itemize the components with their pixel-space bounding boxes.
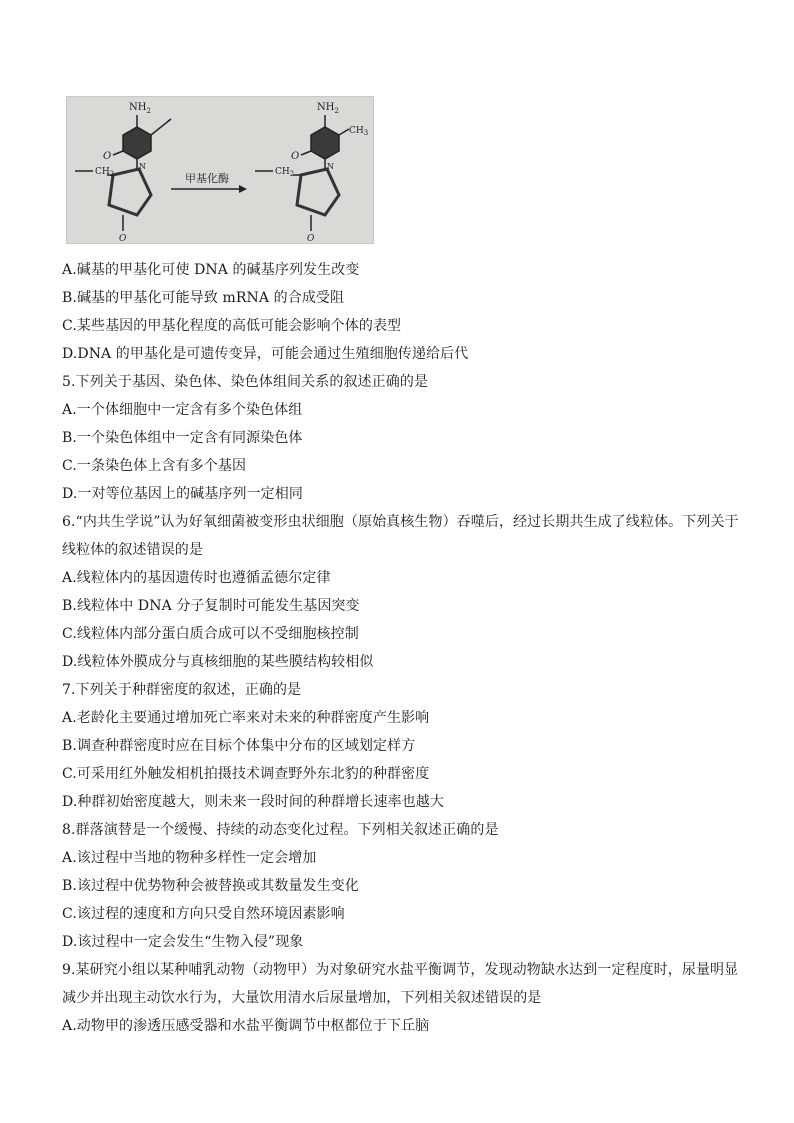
right-base-ring: [311, 127, 339, 159]
option-8a: A.该过程中当地的物种多样性一定会增加: [62, 850, 317, 866]
reaction-arrow: [171, 185, 247, 193]
option-8b: B.该过程中优势物种会被替换或其数量发生变化: [62, 878, 359, 894]
right-5-methylcytosine: [301, 115, 349, 171]
option-6b: B.线粒体中 DNA 分子复制时可能发生基因突变: [62, 598, 360, 614]
question-5-stem: 5.下列关于基因、染色体、染色体组间关系的叙述正确的是: [62, 374, 429, 390]
option-7b: B.调查种群密度时应在目标个体集中分布的区域划定样方: [62, 738, 416, 754]
option-6d: D.线粒体外膜成分与真核细胞的某些膜结构较相似: [62, 654, 374, 670]
right-ch2-label: $CH_2$: [275, 167, 295, 178]
option-7c: C.可采用红外触发相机拍摄技术调查野外东北豹的种群密度: [62, 766, 430, 782]
left-methylation-site-arrow: [151, 119, 171, 135]
right-n-label: N: [327, 162, 334, 171]
left-n-label: N: [139, 162, 146, 171]
option-4c: C.某些基因的甲基化程度的高低可能会影响个体的表型: [62, 318, 402, 334]
question-6-stem-line2: 线粒体的叙述错误的是: [62, 542, 203, 558]
option-6c: C.线粒体内部分蛋白质合成可以不受细胞核控制: [62, 626, 359, 642]
question-8-stem: 8.群落演替是一个缓慢、持续的动态变化过程。下列相关叙述正确的是: [62, 822, 499, 838]
option-4d: D.DNA 的甲基化是可遗传变异，可能会通过生殖细胞传递给后代: [62, 346, 469, 362]
option-7d: D.种群初始密度越大，则未来一段时间的种群增长速率也越大: [62, 794, 444, 810]
option-5c: C.一条染色体上含有多个基因: [62, 458, 247, 474]
option-8c: C.该过程的速度和方向只受自然环境因素影响: [62, 906, 345, 922]
methylation-diagram-svg: [67, 97, 374, 244]
option-8d: D.该过程中一定会发生“生物入侵”现象: [62, 934, 304, 950]
left-base-ring: [123, 127, 151, 159]
question-9-stem-line1: 9.某研究小组以某种哺乳动物（动物甲）为对象研究水盐平衡调节，发现动物缺水达到一定程度时，尿量明显: [62, 962, 739, 978]
left-sugar-ring: [109, 169, 151, 215]
option-5d: D.一对等位基因上的碱基序列一定相同: [62, 486, 303, 502]
question-7-stem: 7.下列关于种群密度的叙述，正确的是: [62, 682, 302, 698]
option-6a: A.线粒体内的基因遗传时也遵循孟德尔定律: [62, 570, 331, 586]
option-9a: A.动物甲的渗透压感受器和水盐平衡调节中枢都位于下丘脑: [62, 1018, 430, 1034]
left-ring-o-label: O: [119, 234, 127, 244]
option-5a: A.一个体细胞中一定含有多个染色体组: [62, 402, 303, 418]
question-9-stem-line2: 减少并出现主动饮水行为，大量饮用清水后尿量增加，下列相关叙述错误的是: [62, 990, 542, 1006]
arrow-label: 甲基化酶: [185, 172, 229, 185]
option-7a: A.老龄化主要通过增加死亡率来对未来的种群密度产生影响: [62, 710, 430, 726]
question-6-stem-line1: 6.“内共生学说”认为好氧细菌被变形虫状细胞（原始真核生物）吞噬后，经过长期共生成了线粒体。下列关于: [62, 514, 739, 530]
right-nh2-label: $NH_2$: [317, 102, 339, 115]
left-nh2-label: $NH_2$: [129, 102, 151, 115]
right-sugar-ring: [297, 169, 339, 215]
option-5b: B.一个染色体组中一定含有同源染色体: [62, 430, 303, 446]
left-o-label: O: [103, 151, 112, 162]
right-ring-o-label: O: [307, 234, 315, 244]
right-sugar: [255, 169, 339, 231]
option-4b: B.碱基的甲基化可能导致 mRNA 的合成受阻: [62, 290, 345, 306]
right-ch3-label: $CH_3$: [349, 126, 369, 137]
question-text: [62, 256, 742, 1040]
option-4a: A.碱基的甲基化可使 DNA 的碱基序列发生改变: [62, 262, 360, 278]
methylation-diagram: [66, 96, 374, 244]
right-o-label: O: [291, 151, 300, 162]
left-sugar: [75, 169, 151, 231]
left-ch2-label: $CH_2$: [95, 167, 115, 178]
right-methyl-bond: [339, 129, 349, 135]
